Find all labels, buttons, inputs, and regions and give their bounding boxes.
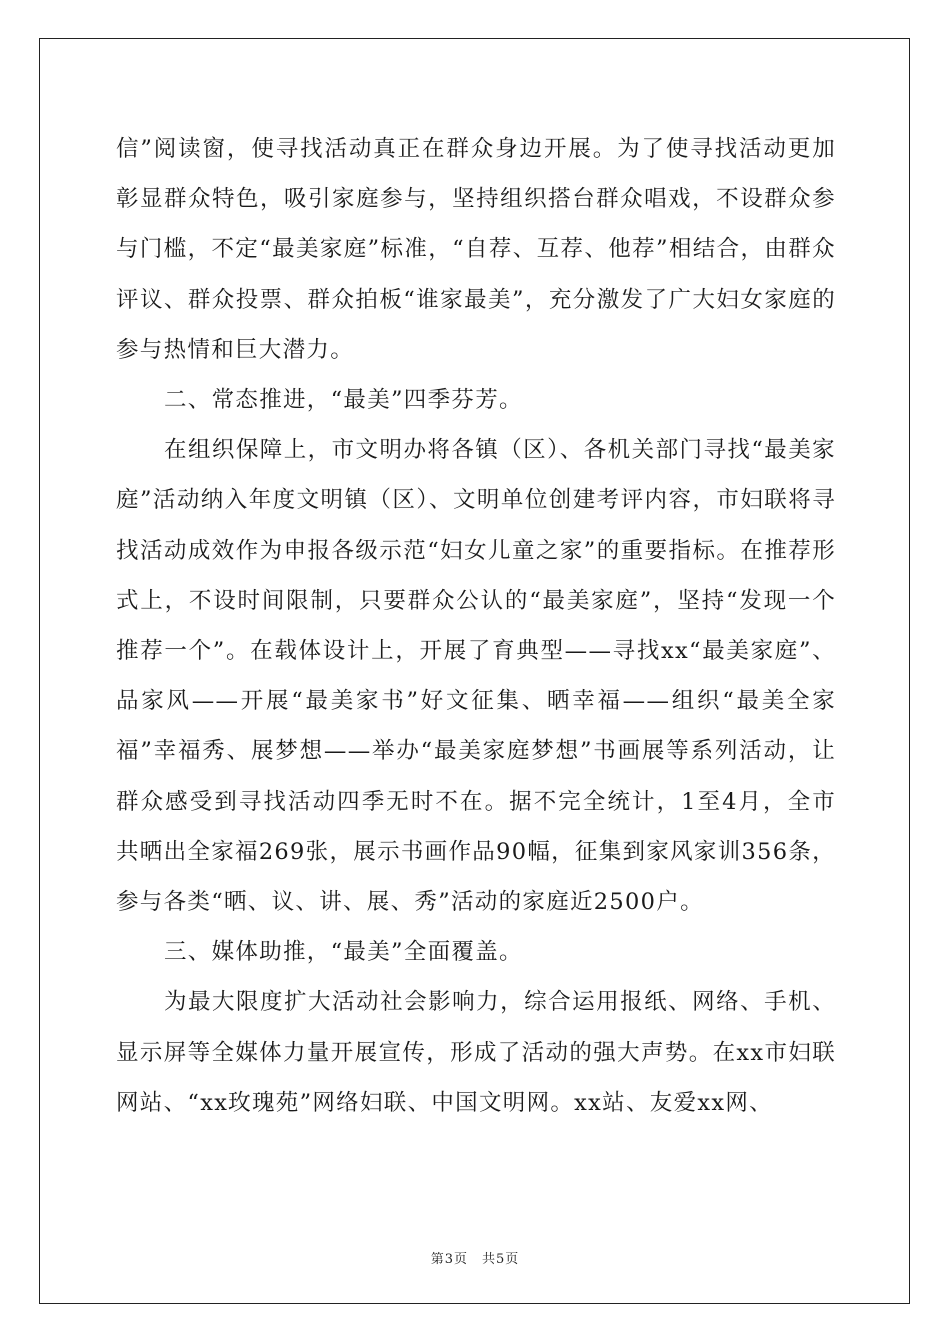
document-body <box>116 124 836 1128</box>
paragraph-1: 信”阅读窗，使寻找活动真正在群众身边开展。为了使寻找活动更加彰显群众特色，吸引家庭参与，坚持组织搭台群众唱戏，不设群众参与门槛，不定“最美家庭”标准，“自荐、互荐、他荐”相结合，由群众评议、群众投票、群众拍板“谁家最美”，充分激发了广大妇女家庭的参与热情和巨大潜力。 <box>116 136 836 363</box>
page-total: 共5页 <box>482 1252 520 1267</box>
paragraph-3: 在组织保障上，市文明办将各镇（区）、各机关部门寻找“最美家庭”活动纳入年度文明镇（区）、文明单位创建考评内容，市妇联将寻找活动成效作为申报各级示范“妇女儿童之家”的重要指标。在推荐形式上，不设时间限制，只要群众公认的“最美家庭”，坚持“发现一个推荐一个”。在载体设计上，开展了育典型——寻找xx“最美家庭”、品家风——开展“最美家书”好文征集、晒幸福——组织“最美全家福”幸福秀、展梦想——举办“最美家庭梦想”书画展等系列活动，让群众感受到寻找活动四季无时不在。据不完全统计，1至4月，全市共晒出全家福269张，展示书画作品90幅，征集到家风家训356条，参与各类“晒、议、讲、展、秀”活动的家庭近2500户。 <box>116 437 836 916</box>
page-number: 第3页 <box>430 1252 468 1267</box>
paragraph-5: 为最大限度扩大活动社会影响力，综合运用报纸、网络、手机、显示屏等全媒体力量开展宣传，形成了活动的强大声势。在xx市妇联网站、“xx玫瑰苑”网络妇联、中国文明网。xx站、友爱xx网、 <box>116 989 836 1116</box>
section-heading-2: 二、常态推进，“最美”四季芬芳。 <box>164 387 523 414</box>
section-heading-3: 三、媒体助推，“最美”全面覆盖。 <box>164 939 523 966</box>
page-footer <box>0 1248 950 1267</box>
